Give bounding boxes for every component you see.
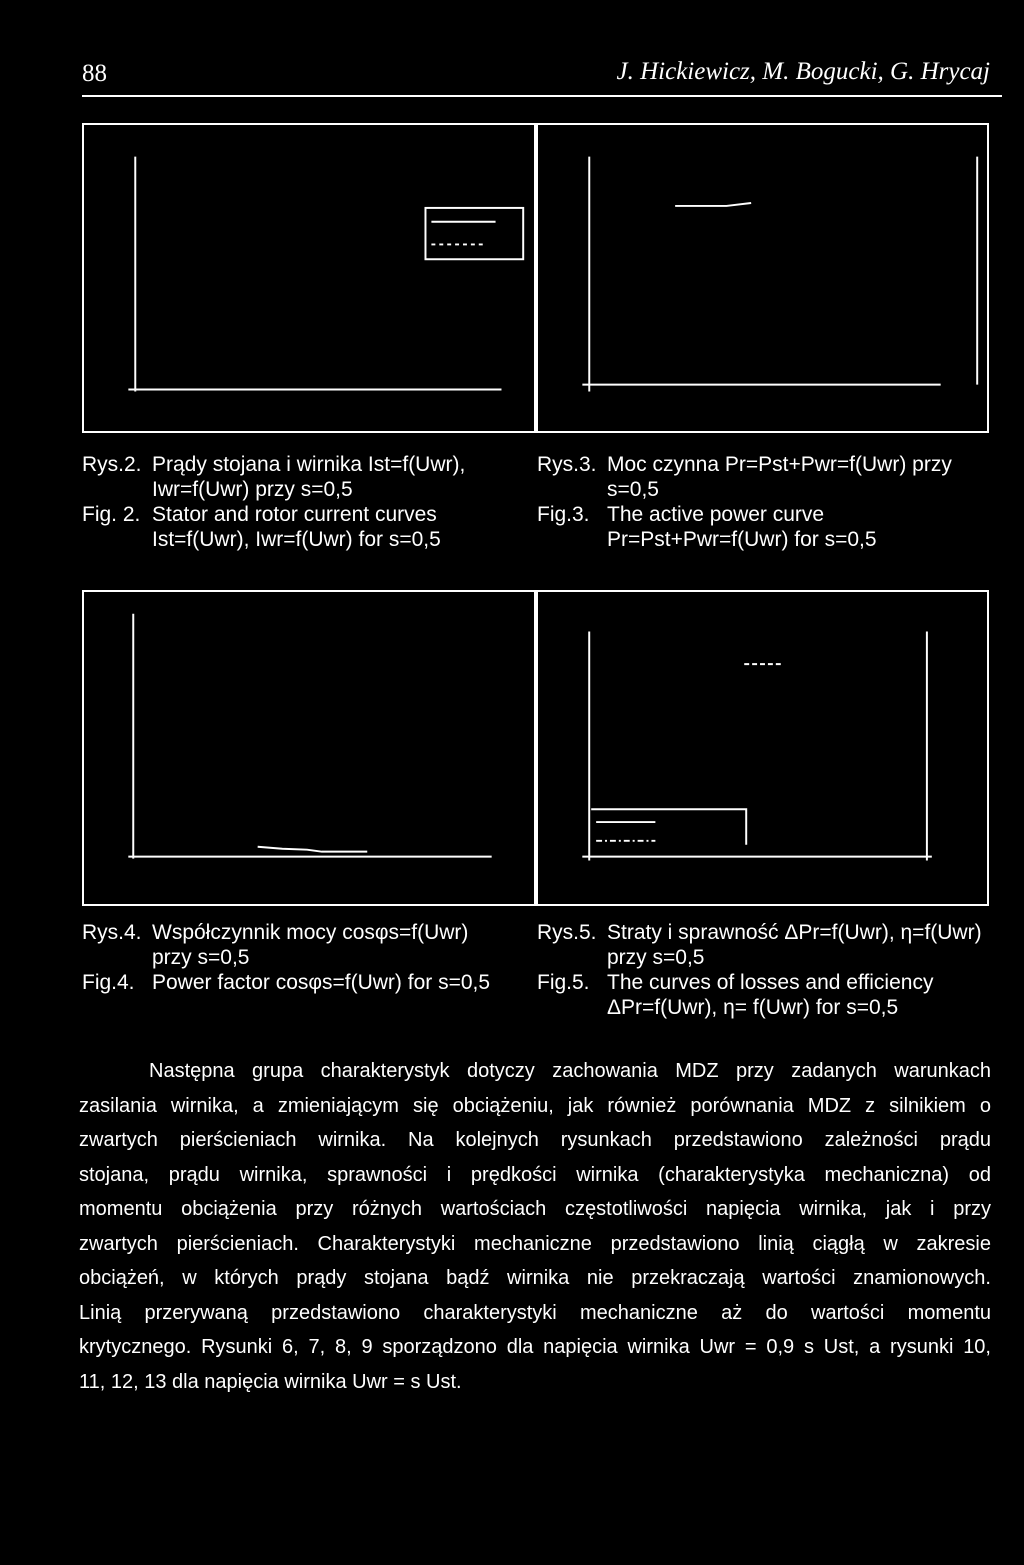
caption-text: Iwr=f(Uwr) przy s=0,5	[152, 478, 353, 501]
figure-5-plot	[538, 592, 987, 904]
caption-figure-3	[537, 452, 952, 552]
caption-text: Stator and rotor current curves	[152, 503, 437, 526]
paragraph-line: zwartych pierścieniach. Charakterystyki mechaniczne przedstawiono linią ciągłą w zakresie	[79, 1232, 991, 1255]
paragraph-line: Linią przerywaną przedstawiono charakterystyki mechaniczne aż do wartości momentu	[79, 1301, 991, 1324]
figure-5	[536, 590, 989, 906]
caption-text: s=0,5	[607, 478, 659, 501]
caption-label: Rys.5.	[537, 921, 597, 944]
paragraph-line: momentu obciążenia przy różnych wartościach częstotliwości napięcia wirnika, jak i przy	[79, 1198, 991, 1220]
figure-4	[82, 590, 536, 906]
caption-label: Fig.3.	[537, 503, 590, 526]
caption-figure-2	[82, 452, 465, 552]
caption-label: Fig.4.	[82, 971, 135, 994]
figure-2	[82, 123, 536, 433]
running-head-authors: J. Hickiewicz, M. Bogucki, G. Hrycaj	[616, 58, 990, 85]
caption-label: Fig.5.	[537, 971, 590, 994]
caption-text: Moc czynna Pr=Pst+Pwr=f(Uwr) przy	[607, 453, 952, 476]
fig4-curve	[258, 847, 368, 852]
caption-text: Power factor cosφs=f(Uwr) for s=0,5	[152, 971, 491, 994]
caption-text: przy s=0,5	[607, 946, 705, 969]
caption-text: Straty i sprawność ΔPr=f(Uwr), η=f(Uwr)	[607, 921, 982, 944]
caption-label: Fig. 2.	[82, 503, 141, 526]
figure-3-plot	[538, 125, 987, 431]
caption-label: Rys.4.	[82, 921, 142, 944]
fig2-legend-box	[425, 208, 523, 259]
figure-3	[536, 123, 989, 433]
body-paragraph	[79, 1054, 991, 1399]
figure-2-plot	[84, 125, 534, 431]
fig3-curve	[675, 203, 751, 206]
paragraph-line: zasilania wirnika, a zmieniającym się obciążeniu, jak również porównania MDZ z silnikiem o	[79, 1094, 991, 1117]
page-number: 88	[82, 60, 107, 87]
caption-text: Ist=f(Uwr), Iwr=f(Uwr) for s=0,5	[152, 528, 441, 551]
caption-text: Prądy stojana i wirnika Ist=f(Uwr),	[152, 453, 466, 476]
caption-text: The active power curve	[607, 503, 825, 526]
caption-text: Pr=Pst+Pwr=f(Uwr) for s=0,5	[607, 528, 877, 551]
caption-label: Rys.3.	[537, 453, 597, 476]
caption-figure-5	[537, 920, 982, 1020]
fig5-legend-box	[591, 809, 746, 845]
paragraph-line: zwartych pierścieniach wirnika. Na kolejnych rysunkach przedstawiono zależności prądu	[79, 1129, 991, 1151]
caption-figure-4	[82, 920, 490, 995]
paragraph-line: krytycznego. Rysunki 6, 7, 8, 9 sporządzono dla napięcia wirnika Uwr = 0,9 s Ust, a rysunki 10,	[79, 1336, 991, 1358]
paragraph-line: Następna grupa charakterystyk dotyczy zachowania MDZ przy zadanych warunkach	[149, 1060, 991, 1082]
paragraph-line: stojana, prądu wirnika, sprawności i prędkości wirnika (charakterystyka mechaniczna) od	[79, 1163, 991, 1186]
paragraph-line: obciążeń, w których prądy stojana bądź wirnika nie przekraczają wartości znamionowych.	[79, 1267, 991, 1289]
caption-label: Rys.2.	[82, 453, 142, 476]
caption-text: przy s=0,5	[152, 946, 250, 969]
caption-text: Współczynnik mocy cosφs=f(Uwr)	[152, 921, 469, 944]
figure-4-plot	[84, 592, 534, 904]
caption-text: The curves of losses and efficiency	[607, 971, 934, 994]
paragraph-line: 11, 12, 13 dla napięcia wirnika Uwr = s Ust.	[79, 1370, 462, 1393]
caption-text: ΔPr=f(Uwr), η= f(Uwr) for s=0,5	[607, 996, 899, 1019]
header-rule	[82, 95, 1002, 97]
